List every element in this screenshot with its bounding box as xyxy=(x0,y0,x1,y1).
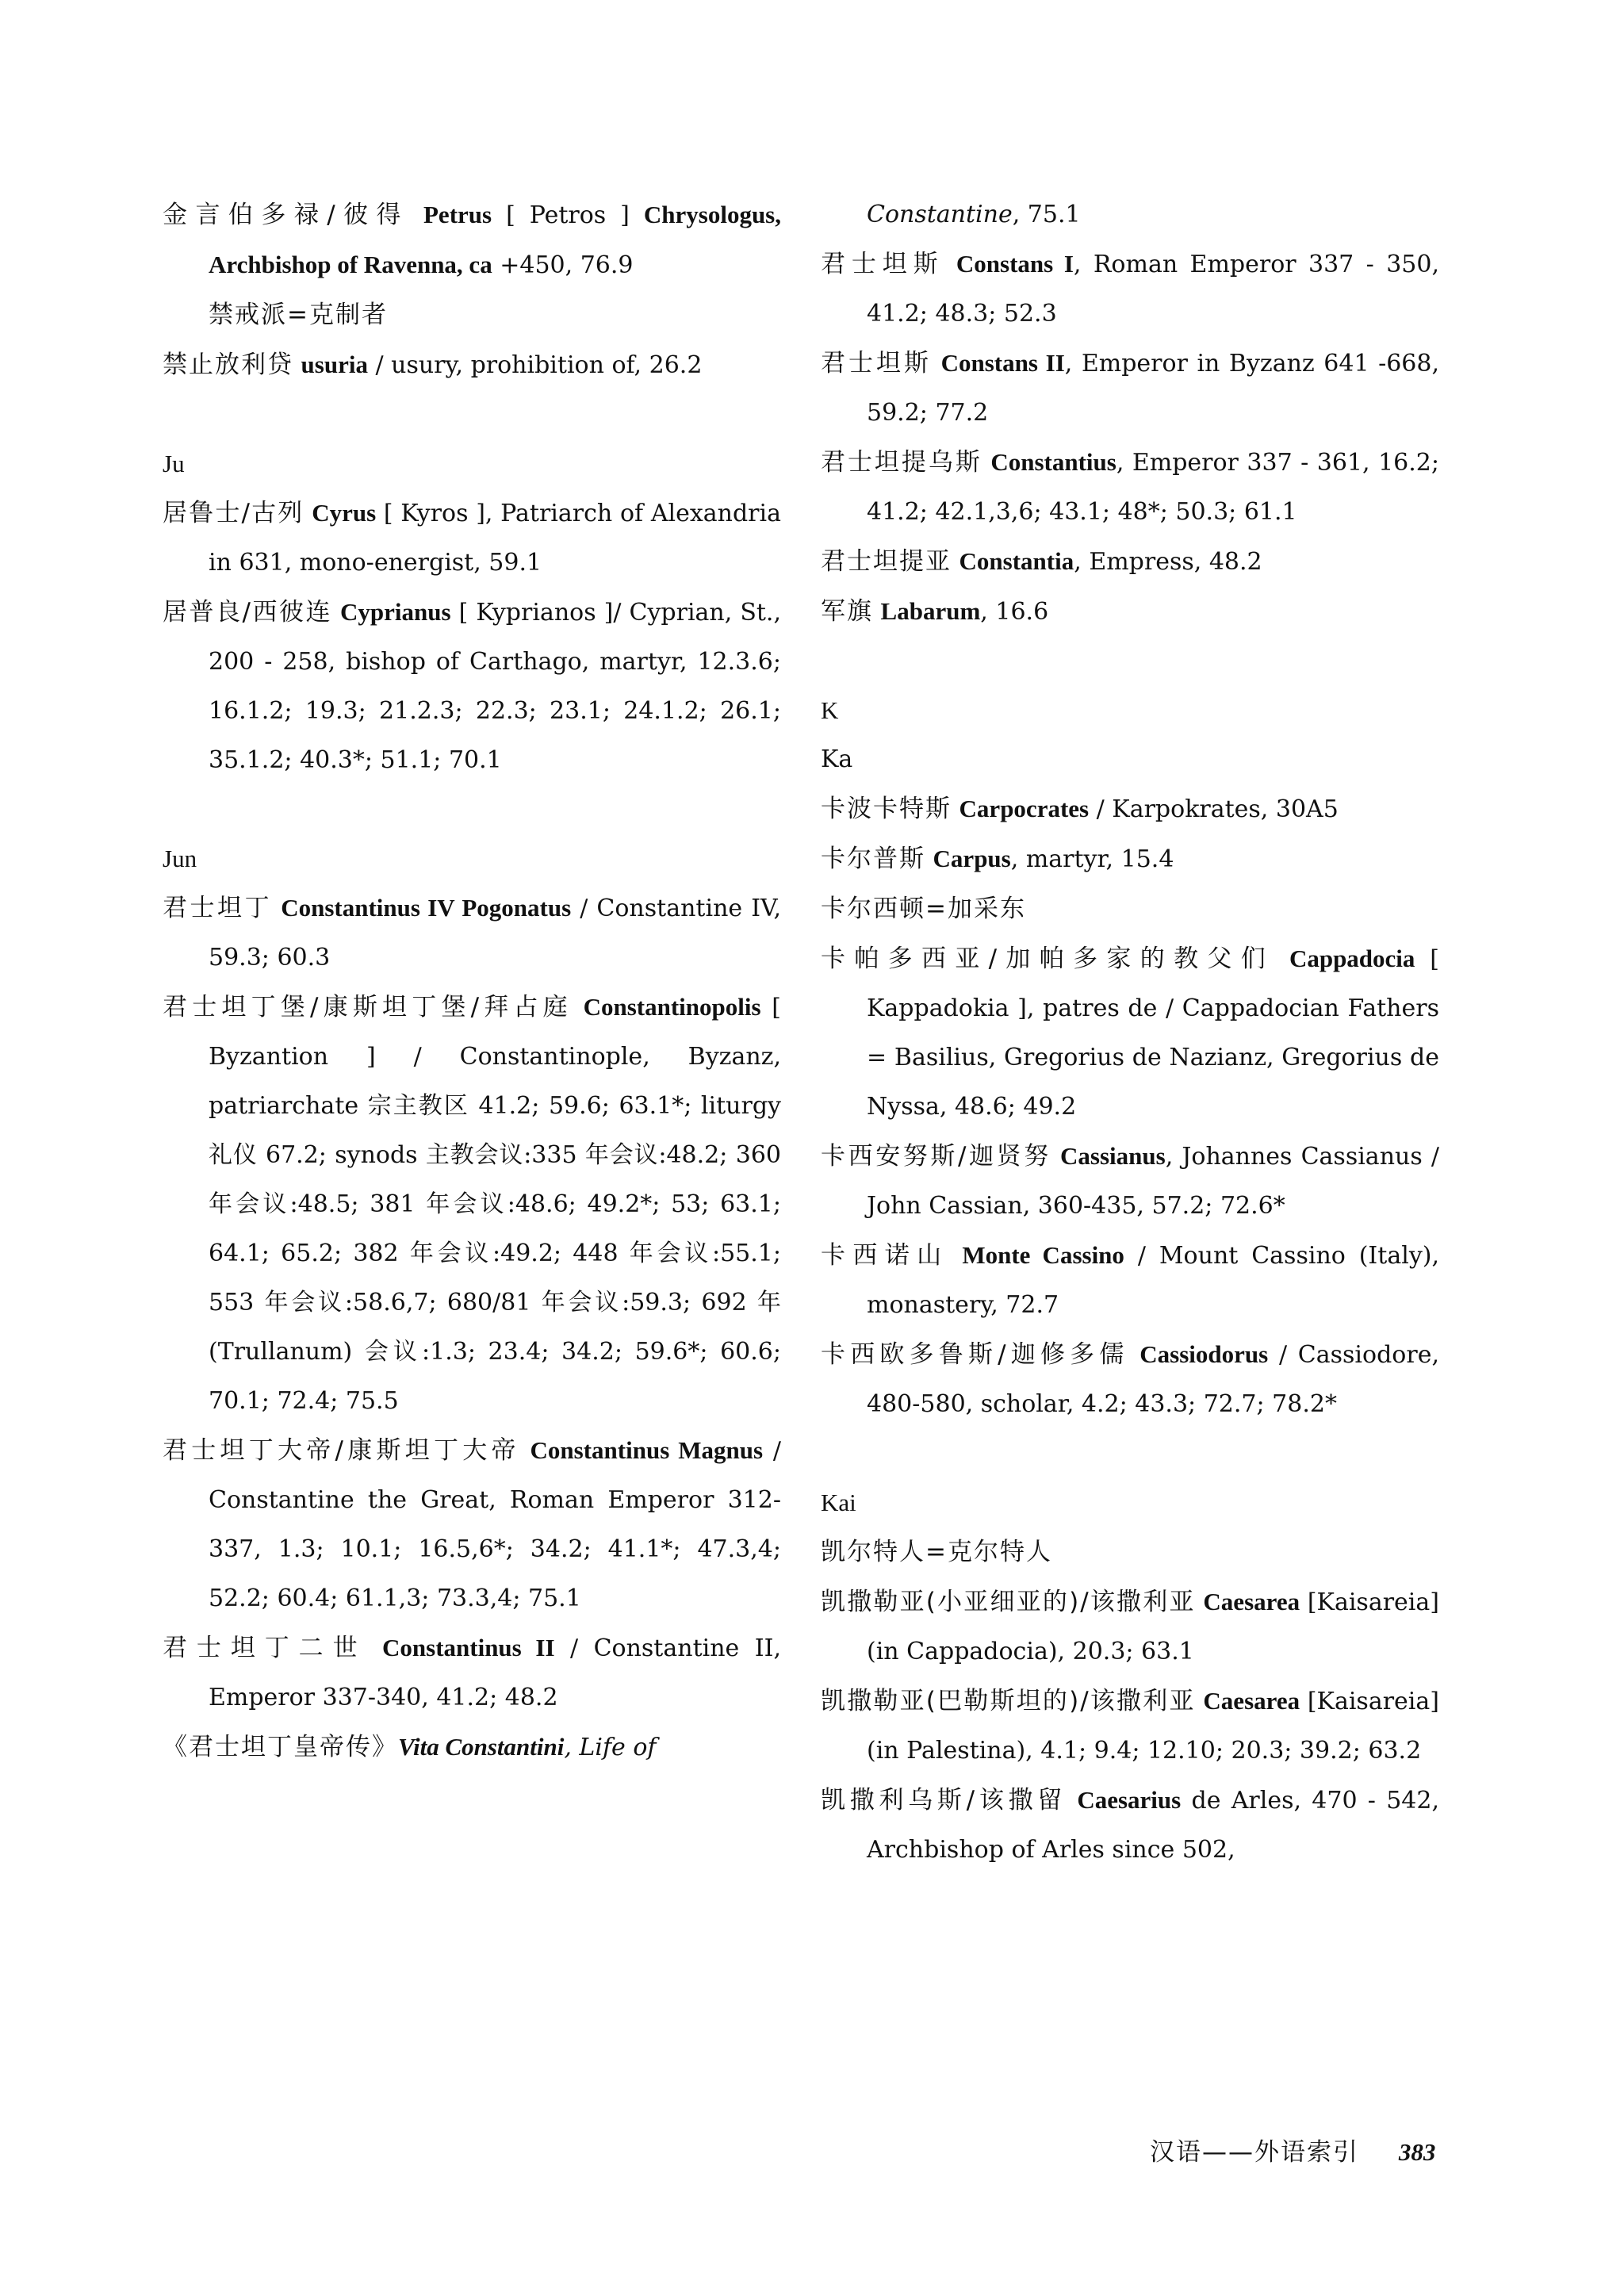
index-entry: 居鲁士/古列 Cyrus [ Kyros ], Patriarch of Alexandria in 631, mono-energist, 59.1 xyxy=(163,499,781,577)
index-entry: 卡尔西顿=加采东 xyxy=(821,895,1026,923)
index-entry: 凯撒勒亚(小亚细亚的)/该撒利亚 Caesarea [Kaisareia] (in Cappadocia), 20.3; 63.1 xyxy=(821,1588,1439,1665)
index-entry: 君士坦斯 Constans II, Emperor in Byzanz 641 -668, 59.2; 77.2 xyxy=(821,349,1440,427)
index-entry: 凯撒勒亚(巴勒斯坦的)/该撒利亚 Caesarea [Kaisareia] (in Palestina), 4.1; 9.4; 12.10; 20.3; 39.2; 63.2 xyxy=(821,1687,1439,1765)
index-entry: 君士坦提亚 Constantia, Empress, 48.2 xyxy=(821,547,1262,576)
page-number: 383 xyxy=(1398,2138,1436,2166)
index-entry: 卡尔普斯 Carpus, martyr, 15.4 xyxy=(821,845,1174,873)
index-entry: 军旗 Labarum, 16.6 xyxy=(821,597,1049,626)
section-heading: Kai xyxy=(821,1489,856,1516)
index-entry: 凯撒利乌斯/该撒留 Caesarius de Arles, 470 - 542, Archbishop of Arles since 502, xyxy=(821,1786,1439,1864)
index-entry: 君士坦丁堡/康斯坦丁堡/拜占庭 Constantinopolis [ Byzantion ] / Constantinople, Byzanz, patriarchate 宗主教区 41.2; 59.6; 63.1*; liturgy 礼仪 67.2; synods 主教会议:335 年会议:48.2; 360 年会议:48.5; 381 年会议:48.6; 49.2*; 53; 63.1; 64.1; 65.2; 382 年会议:49.2; 448 年会议:55.1; 553 年会议:58.6,7; 680/81 年会议:59.3; 692 年(Trullanum) 会议:1.3; 23.4; 34.2; 59.6*; 60.6; 70.1; 72.4; 75.5 xyxy=(163,993,781,1415)
index-entry: 金言伯多禄/彼得 Petrus [ Petros ] Chrysologus, Archbishop of Ravenna, ca +450, 76.9 xyxy=(163,201,781,279)
index-entry: 卡帕多西亚/加帕多家的教父们 Cappadocia [ Kappadokia ], patres de / Cappadocian Fathers = Basilius, Gregorius de Nazianz, Gregorius de Nyssa, 48.6; 49.2 xyxy=(821,945,1439,1121)
index-entry: 卡西安努斯/迦贤努 Cassianus, Johannes Cassianus / John Cassian, 360-435, 57.2; 72.6* xyxy=(821,1142,1439,1220)
index-entry-continuation: Constantine, 75.1 xyxy=(867,201,1081,228)
page-footer xyxy=(1150,2132,1435,2167)
index-entry: 卡西诺山 Monte Cassino / Mount Cassino (Italy), monastery, 72.7 xyxy=(821,1241,1440,1319)
section-heading: Jun xyxy=(163,845,197,872)
index-entry: 君士坦丁 Constantinus IV Pogonatus / Constantine IV, 59.3; 60.3 xyxy=(163,894,782,971)
section-subheading: Ka xyxy=(821,745,853,773)
index-entry: 君士坦提乌斯 Constantius, Emperor 337 - 361, 16.2; 41.2; 42.1,3,6; 43.1; 48*; 50.3; 61.1 xyxy=(821,448,1439,526)
index-entry: 君士坦丁大帝/康斯坦丁大帝 Constantinus Magnus / Constantine the Great, Roman Emperor 312-337, 1.3; 10.1; 16.5,6*; 34.2; 41.1*; 47.3,4; 52.2; 60.4; 61.1,3; 73.3,4; 75.1 xyxy=(163,1436,781,1612)
index-entry: 禁止放利贷 usuria / usury, prohibition of, 26.2 xyxy=(163,351,703,379)
index-entry: 卡西欧多鲁斯/迦修多儒 Cassiodorus / Cassiodore, 480-580, scholar, 4.2; 43.3; 72.7; 78.2* xyxy=(821,1340,1439,1418)
index-entry: 《君士坦丁皇帝传》Vita Constantini, Life of xyxy=(163,1733,657,1761)
left-column xyxy=(163,190,781,1772)
section-heading: K xyxy=(821,696,839,724)
index-entry: 凯尔特人=克尔特人 xyxy=(821,1538,1052,1566)
index-entry: 居普良/西彼连 Cyprianus [ Kyprianos ]/ Cyprian, St., 200 - 258, bishop of Carthago, martyr, 12.3.6; 16.1.2; 19.3; 21.2.3; 22.3; 23.1; 24.1.2; 26.1; 35.1.2; 40.3*; 51.1; 70.1 xyxy=(163,598,782,774)
section-heading: Ju xyxy=(163,450,185,477)
index-entry: 君士坦斯 Constans I, Roman Emperor 337 - 350, 41.2; 48.3; 52.3 xyxy=(821,250,1440,328)
running-footer-title: 汉语——外语索引 xyxy=(1150,2138,1359,2167)
index-entry: 君士坦丁二世 Constantinus II / Constantine II, Emperor 337-340, 41.2; 48.2 xyxy=(163,1634,781,1711)
index-entry: 卡波卡特斯 Carpocrates / Karpokrates, 30A5 xyxy=(821,795,1339,823)
right-column xyxy=(821,190,1439,1875)
index-entry: 禁戒派=克制者 xyxy=(209,301,388,329)
